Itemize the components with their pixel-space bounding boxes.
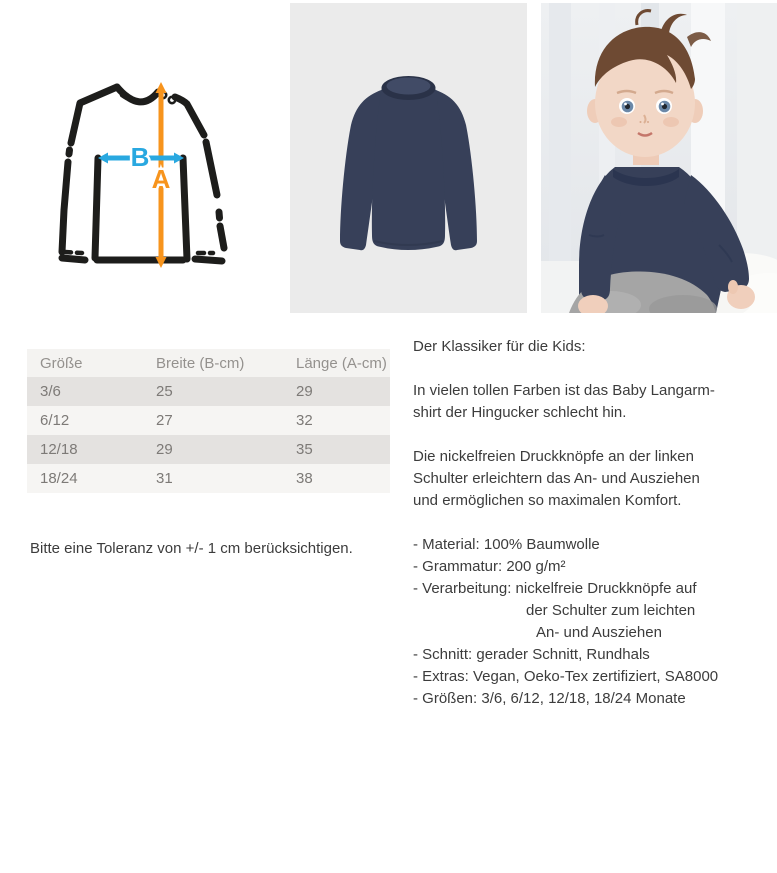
spec-groessen: - Größen: 3/6, 6/12, 12/18, 18/24 Monate — [413, 690, 686, 707]
spec-grammatur: - Grammatur: 200 g/m² — [413, 558, 566, 575]
description-line: Die nickelfreien Druckknöpfe an der linken — [413, 448, 694, 465]
length-cell: 32 — [283, 406, 390, 435]
description-paragraph — [413, 446, 758, 512]
column-header-size: Größe — [27, 349, 143, 377]
description-heading: Der Klassiker für die Kids: — [413, 338, 586, 355]
table-row — [27, 435, 390, 464]
spec-extras: - Extras: Vegan, Oeko-Tex zertifiziert, SA8000 — [413, 668, 719, 685]
product-photo — [290, 3, 527, 313]
shirt-outline — [62, 87, 224, 261]
shirt-measure-diagram — [58, 80, 228, 270]
length-cell: 29 — [283, 377, 390, 406]
spec-verarbeitung: - Verarbeitung: nickelfreie Druckknöpfe auf — [413, 580, 697, 597]
spec-verarbeitung-cont: An- und Ausziehen — [536, 624, 662, 641]
spec-list — [413, 534, 758, 710]
description-paragraph — [413, 380, 758, 424]
length-label: A — [151, 164, 171, 194]
length-cell: 35 — [283, 435, 390, 464]
spec-schnitt: - Schnitt: gerader Schnitt, Rundhals — [413, 646, 650, 663]
size-table-header-row — [27, 349, 390, 377]
table-row — [27, 377, 390, 406]
baby-model-photo — [541, 3, 777, 313]
size-table — [27, 349, 390, 493]
width-cell: 25 — [143, 377, 283, 406]
spec-verarbeitung-cont: der Schulter zum leichten — [526, 602, 696, 619]
size-cell: 3/6 — [27, 377, 143, 406]
table-row — [27, 406, 390, 435]
description-line: Schulter erleichtern das An- und Ausziehen — [413, 470, 700, 487]
size-cell: 6/12 — [27, 406, 143, 435]
width-cell: 29 — [143, 435, 283, 464]
width-label: B — [130, 142, 150, 172]
size-cell: 18/24 — [27, 464, 143, 493]
description-line: shirt der Hingucker schlecht hin. — [413, 404, 627, 421]
description-line: und ermöglichen so maximalen Komfort. — [413, 492, 682, 509]
column-header-length: Länge (A-cm) — [283, 349, 390, 377]
width-cell: 27 — [143, 406, 283, 435]
width-cell: 31 — [143, 464, 283, 493]
size-cell: 12/18 — [27, 435, 143, 464]
description-line: In vielen tollen Farben ist das Baby Langarm- — [413, 382, 715, 399]
baby-illustration — [541, 3, 777, 313]
tolerance-note: Bitte eine Toleranz von +/- 1 cm berücksichtigen. — [30, 540, 353, 557]
navy-shirt-image — [290, 3, 527, 313]
spec-material: - Material: 100% Baumwolle — [413, 536, 600, 553]
length-cell: 38 — [283, 464, 390, 493]
product-description — [413, 336, 758, 710]
table-row — [27, 464, 390, 493]
column-header-width: Breite (B-cm) — [143, 349, 283, 377]
size-diagram-image — [58, 80, 228, 270]
